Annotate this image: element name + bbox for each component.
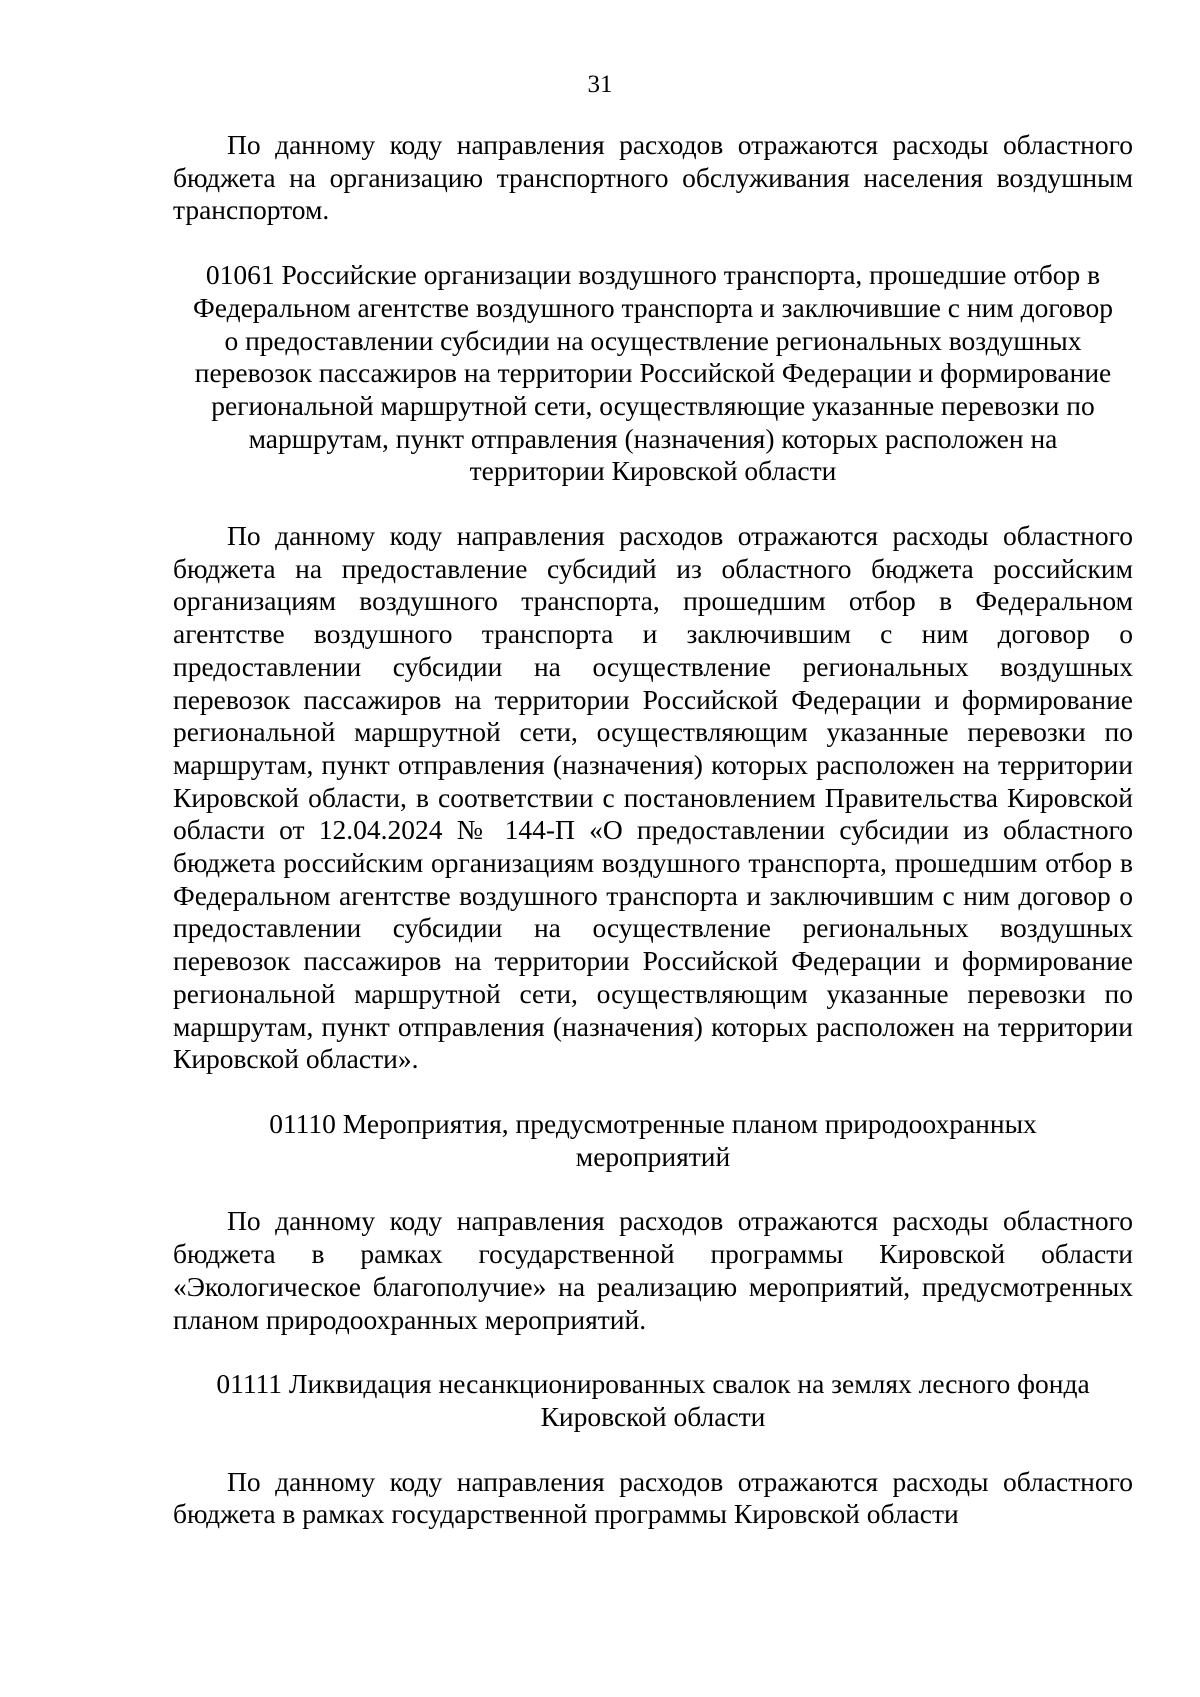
page-number: 31 — [587, 71, 613, 98]
spacer — [173, 1336, 1133, 1368]
spacer — [173, 1076, 1133, 1108]
spacer — [173, 488, 1133, 520]
heading-code-01111: 01111 Ликвидация несанкционированных свалок на землях лесного фонда Кировской области — [216, 1368, 1090, 1432]
spacer — [173, 1173, 1133, 1205]
paragraph-code-01110-description: По данному коду направления расходов отражаются расходы областного бюджета в рамках государственной программы Кировской области «Экологическое благополучие» на реализацию мероприятий, предусмотренных планом природоохранных мероприятий. — [173, 1205, 1133, 1335]
document-body — [173, 129, 1133, 1531]
paragraph-air-transport-services: По данному коду направления расходов отражаются расходы областного бюджета на организацию транспортного обслуживания населения воздушным транспортом. — [173, 129, 1133, 226]
paragraph-code-01061-description: По данному коду направления расходов отражаются расходы областного бюджета на предоставление субсидий из областного бюджета российским организациям воздушного транспорта, прошедшим отбор в Федеральном агентстве воздушного транспорта и заключившим с ним договор о предоставлении субсидии на осуществление региональных воздушных перевозок пассажиров на территории Российской Федерации и формирование региональной маршрутной сети, осуществляющим указанные перевозки по маршрутам, пункт отправления (назначения) которых расположен на территории Кировской области, в соответствии с постановлением Правительства Кировской области от 12.04.2024 № 144-П «О предоставлении субсидии из областного бюджета российским организациям воздушного транспорта, прошедшим отбор в Федеральном агентстве воздушного транспорта и заключившим с ним договор о предоставлении субсидии на осуществление региональных воздушных перевозок пассажиров на территории Российской Федерации и формирование региональной маршрутной сети, осуществляющим указанные перевозки по маршрутам, пункт отправления (назначения) которых расположен на территории Кировской области». — [173, 520, 1133, 1075]
spacer — [173, 1434, 1133, 1466]
heading-code-01110: 01110 Мероприятия, предусмотренные планом природоохранных мероприятий — [269, 1107, 1037, 1172]
heading-code-01061: 01061 Российские организации воздушного транспорта, прошедшие отбор в Федеральном агентстве воздушного транспорта и заключившие с ним договор о предоставлении субсидии на осуществление региональных воздушных перевозок пассажиров на территории Российской Федерации и формирование региональной маршрутной сети, осуществляющие указанные перевозки по маршрутам, пункт отправления (назначения) которых расположен на территории Кировской области — [193, 259, 1113, 487]
paragraph-code-01111-description: По данному коду направления расходов отражаются расходы областного бюджета в рамках государственной программы Кировской области — [173, 1465, 1133, 1530]
spacer — [173, 227, 1133, 259]
